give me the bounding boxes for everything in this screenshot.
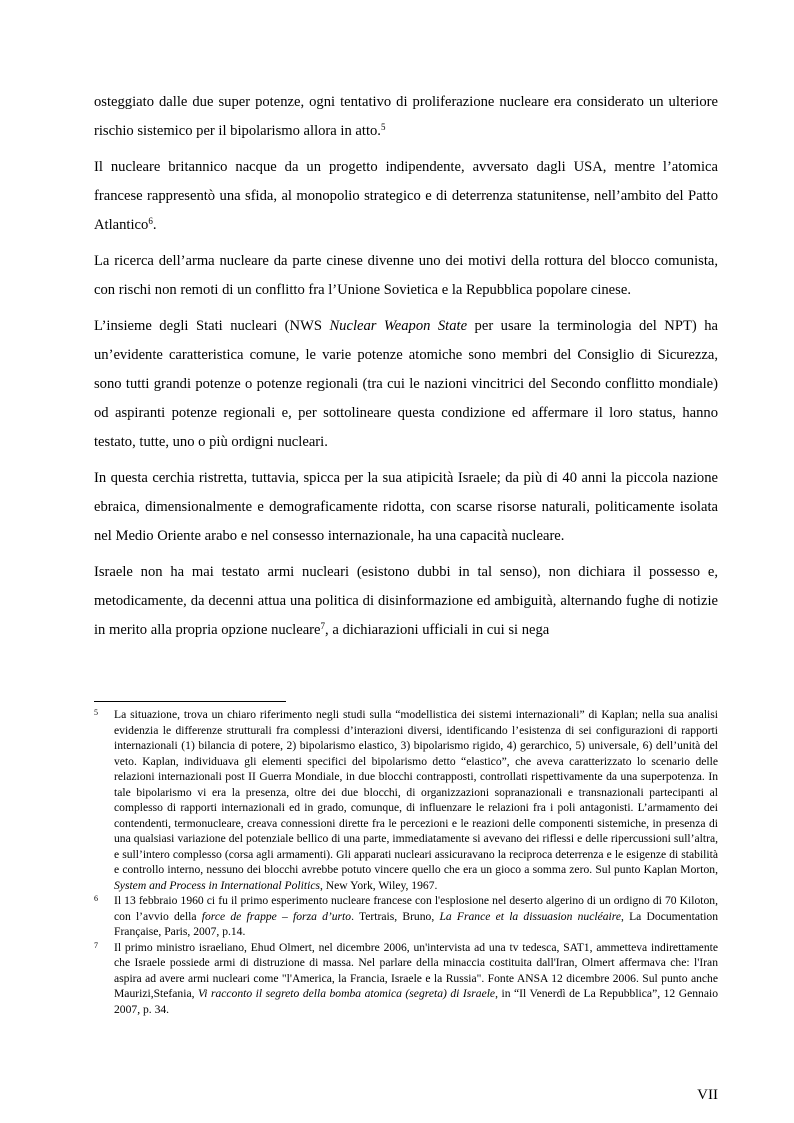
main-text bbox=[94, 88, 718, 652]
footnote-5: 5 La situazione, trova un chiaro riferimento negli studi sulla “modellistica dei sistemi internazionali” di Kaplan; nella sua analisi evidenzia le differenze strutturali fra complessi d’interazioni diversi, identificando l’esistenza di sei configurazioni di rapporti internazionali (1) bilancia di potere, 2) bipolarismo elastico, 3) bipolarismo rigido, 4) gerarchico, 5) universale, 6) dell’unità del veto. Kaplan, individuava gli elementi specifici del bipolarismo detto “elastico”, che aveva caratterizzato lo scenario delle relazioni internazionali post II Guerra Mondiale, in due blocchi contrapposti, controllati rispettivamente da una superpotenza. In tale bipolarismo vi era la presenza, oltre dei due blocchi, di organizzazioni sopranazionali e transnazionali partecipanti al complesso di rapporti internazionali ed in grado, comunque, di influenzare le relazioni fra i poli antagonisti. L’armamento dei contendenti, termonucleare, creava connessioni dirette fra le percezioni e le reazioni delle componenti sistemiche, in presenza di una qualsiasi variazione del potenziale bellico di una parte, immediatamente si avevano dei riflessi e delle ripercussioni sull’altra, e sull’intero complesso (corsa agli armamenti). Gli apparati nucleari assicuravano la reciproca deterrenza e le esigenze di stabilità e controllo interno, nessuno dei blocchi avrebbe potuto vincere quello che era un gioco a somma zero. Sul punto Kaplan Morton, System and Process in International Politics, New York, Wiley, 1967. bbox=[94, 708, 718, 892]
paragraph-4: L’insieme degli Stati nucleari (NWS Nuclear Weapon State per usare la terminologia del NPT) ha un’evidente caratteristica comune, le varie potenze atomiche sono membri del Consiglio di Sicurezza, sono tutti grandi potenze o potenze regionali (tra cui le nazioni vincitrici del Secondo conflitto mondiale) od aspiranti potenze regionali e, per sottolineare questa condizione ed affermare il loro status, hanno testato, tutte, uno o più ordigni nucleari. bbox=[94, 318, 718, 450]
footnote-ref-6[interactable]: 6 bbox=[148, 216, 153, 226]
footnote-7: 7 Il primo ministro israeliano, Ehud Olmert, nel dicembre 2006, un'intervista ad una tv tedesca, SAT1, ammetteva indirettamente che Israele possiede armi di distruzione di massa. Nel parlare della minaccia costituita dall'Iran, Olmert affermava che: l'Iran aspira ad avere armi nucleari come "l'America, la Francia, Israele e la Russia". Fonte ANSA 12 dicembre 2006. Sul punto anche Maurizi,Stefania, Vi racconto il segreto della bomba atomica (segreta) di Israele, in “Il Venerdì de La Repubblica”, 12 Gennaio 2007, p. 34. bbox=[94, 940, 719, 1016]
footnote-number: 5 bbox=[94, 708, 98, 717]
footnote-separator bbox=[94, 701, 286, 702]
footnote-number: 6 bbox=[94, 894, 98, 903]
footnote-ref-7[interactable]: 7 bbox=[320, 621, 326, 631]
footnotes bbox=[94, 707, 718, 1017]
paragraph-3: La ricerca dell’arma nucleare da parte cinese divenne uno dei motivi della rottura del blocco comunista, con rischi non remoti di un conflitto fra l’Unione Sovietica e la Repubblica popolare cinese. bbox=[94, 253, 718, 298]
paragraph-5: In questa cerchia ristretta, tuttavia, spicca per la sua atipicità Israele; da più di 40 anni la piccola nazione ebraica, dimensionalmente e demograficamente ridotta, con scarse risorse naturali, politicamente isolata nel Medio Oriente arabo e nel consesso internazionale, ha una capacità nucleare. bbox=[94, 470, 718, 544]
footnote-6: 6 Il 13 febbraio 1960 ci fu il primo esperimento nucleare francese con l'esplosione nel deserto algerino di un ordigno di 70 Kiloton, con l’avvio della force de frappe – forza d’urto. Tertrais, Bruno, La France et la dissuasion nucléaire, La Documentation Française, Paris, 2007, p.14. bbox=[94, 894, 719, 938]
paragraph-1: osteggiato dalle due super potenze, ogni tentativo di proliferazione nucleare era considerato un ulteriore rischio sistemico per il bipolarismo allora in atto.$^5$ bbox=[94, 94, 718, 139]
paragraph-2: Il nucleare britannico nacque da un progetto indipendente, avversato dagli USA, mentre l’atomica francese rappresentò una sfida, al monopolio strategico e di deterrenza statunitense, nell’ambito del Patto Atlantico$^6$. bbox=[94, 159, 718, 233]
page-number: VII bbox=[697, 1087, 718, 1103]
footnote-number: 7 bbox=[94, 940, 98, 950]
footnote-ref-5[interactable]: 5 bbox=[380, 122, 386, 132]
paragraph-6: Israele non ha mai testato armi nucleari (esistono dubbi in tal senso), non dichiara il possesso e, metodicamente, da decenni attua una politica di disinformazione ed ambiguità, alternando fughe di notizie in merito alla propria opzione nucleare$^7$, a dichiarazioni ufficiali in cui si nega bbox=[94, 564, 718, 638]
